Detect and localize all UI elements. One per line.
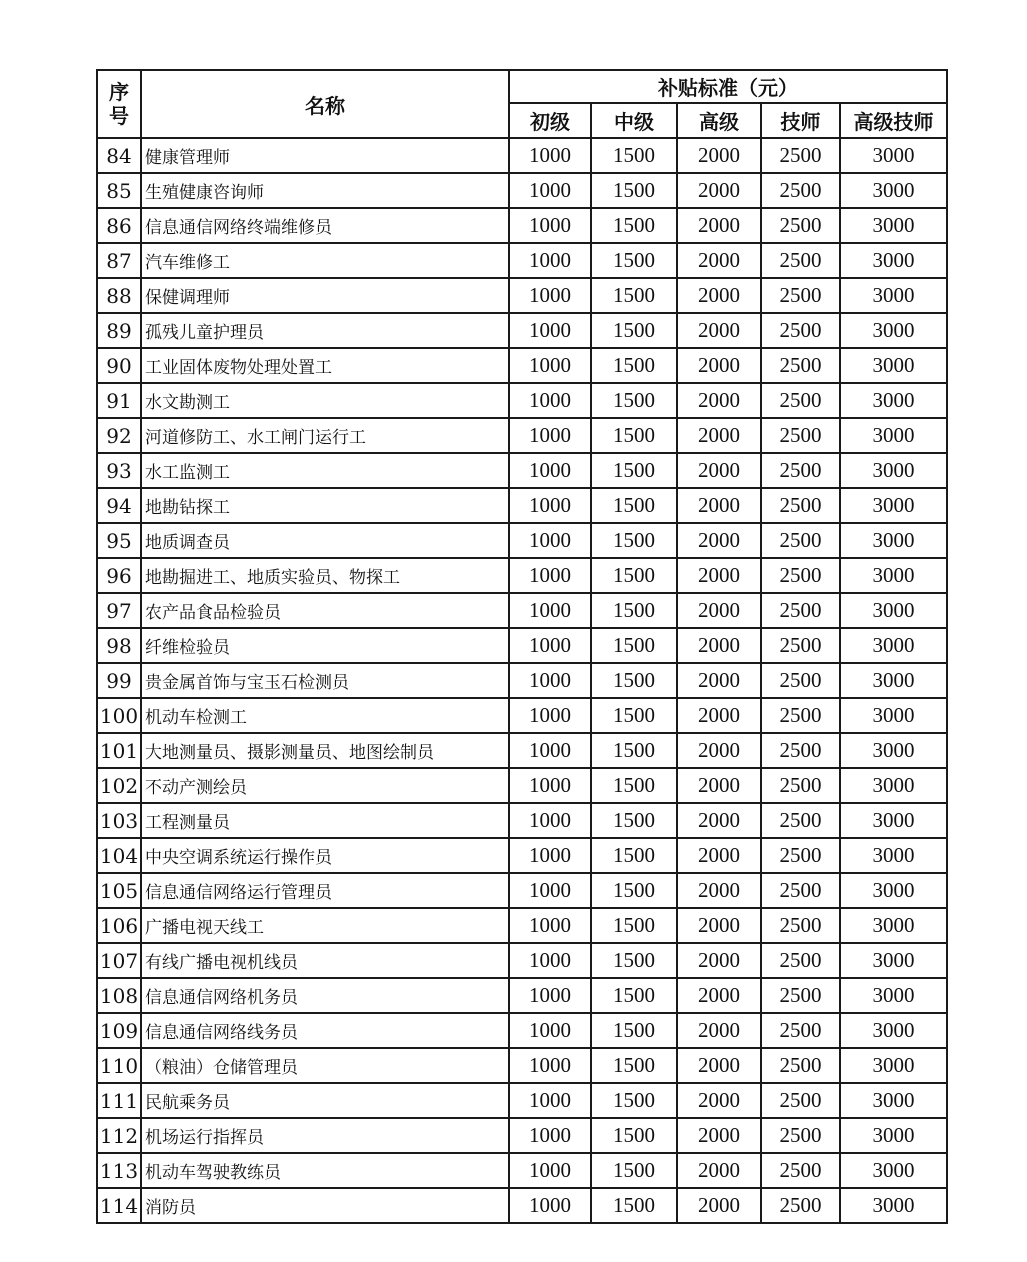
row-subsidy-0: 1000: [509, 768, 591, 803]
row-subsidy-4: 3000: [840, 1083, 947, 1118]
row-subsidy-2: 2000: [677, 348, 761, 383]
table-row: [97, 943, 947, 978]
row-subsidy-0: 1000: [509, 313, 591, 348]
header-level-3: 技师: [761, 103, 840, 138]
row-subsidy-4: 3000: [840, 1013, 947, 1048]
row-subsidy-3: 2500: [761, 698, 840, 733]
table-row: [97, 593, 947, 628]
row-subsidy-0: 1000: [509, 243, 591, 278]
row-seq: 107: [97, 943, 141, 978]
row-subsidy-3: 2500: [761, 663, 840, 698]
row-subsidy-0: 1000: [509, 628, 591, 663]
row-subsidy-4: 3000: [840, 418, 947, 453]
row-subsidy-4: 3000: [840, 383, 947, 418]
table-row: [97, 523, 947, 558]
row-subsidy-4: 3000: [840, 523, 947, 558]
row-subsidy-1: 1500: [591, 348, 677, 383]
row-subsidy-2: 2000: [677, 173, 761, 208]
row-occupation-name: 信息通信网络线务员: [141, 1013, 509, 1048]
row-subsidy-3: 2500: [761, 873, 840, 908]
row-seq: 95: [97, 523, 141, 558]
row-subsidy-1: 1500: [591, 278, 677, 313]
subsidy-table-page: [96, 69, 948, 1224]
row-subsidy-0: 1000: [509, 733, 591, 768]
table-row: [97, 768, 947, 803]
row-subsidy-0: 1000: [509, 348, 591, 383]
header-seq-top: 序: [109, 80, 129, 104]
row-subsidy-1: 1500: [591, 1013, 677, 1048]
row-subsidy-4: 3000: [840, 208, 947, 243]
table-row: [97, 348, 947, 383]
row-subsidy-1: 1500: [591, 908, 677, 943]
row-subsidy-1: 1500: [591, 558, 677, 593]
row-seq: 96: [97, 558, 141, 593]
row-subsidy-4: 3000: [840, 1118, 947, 1153]
row-subsidy-2: 2000: [677, 558, 761, 593]
row-subsidy-1: 1500: [591, 978, 677, 1013]
row-subsidy-1: 1500: [591, 208, 677, 243]
table-row: [97, 978, 947, 1013]
row-subsidy-3: 2500: [761, 453, 840, 488]
row-occupation-name: 民航乘务员: [141, 1083, 509, 1118]
row-subsidy-0: 1000: [509, 418, 591, 453]
row-subsidy-0: 1000: [509, 978, 591, 1013]
row-subsidy-4: 3000: [840, 873, 947, 908]
row-occupation-name: 不动产测绘员: [141, 768, 509, 803]
row-subsidy-4: 3000: [840, 138, 947, 173]
table-row: [97, 243, 947, 278]
table-row: [97, 1153, 947, 1188]
row-seq: 86: [97, 208, 141, 243]
row-subsidy-2: 2000: [677, 1083, 761, 1118]
row-occupation-name: 贵金属首饰与宝玉石检测员: [141, 663, 509, 698]
row-subsidy-3: 2500: [761, 1048, 840, 1083]
table-row: [97, 313, 947, 348]
header-level-0: 初级: [509, 103, 591, 138]
row-subsidy-0: 1000: [509, 1188, 591, 1223]
row-subsidy-1: 1500: [591, 1188, 677, 1223]
header-seq: [97, 70, 141, 138]
row-subsidy-0: 1000: [509, 208, 591, 243]
row-occupation-name: 水工监测工: [141, 453, 509, 488]
row-subsidy-3: 2500: [761, 523, 840, 558]
row-seq: 99: [97, 663, 141, 698]
row-subsidy-1: 1500: [591, 873, 677, 908]
row-subsidy-0: 1000: [509, 943, 591, 978]
row-subsidy-4: 3000: [840, 488, 947, 523]
row-seq: 92: [97, 418, 141, 453]
row-subsidy-2: 2000: [677, 698, 761, 733]
row-subsidy-2: 2000: [677, 418, 761, 453]
row-subsidy-1: 1500: [591, 803, 677, 838]
row-subsidy-1: 1500: [591, 838, 677, 873]
table-row: [97, 173, 947, 208]
row-subsidy-3: 2500: [761, 418, 840, 453]
table-row: [97, 453, 947, 488]
row-seq: 114: [97, 1188, 141, 1223]
row-subsidy-3: 2500: [761, 1188, 840, 1223]
table-row: [97, 558, 947, 593]
table-row: [97, 628, 947, 663]
row-subsidy-2: 2000: [677, 313, 761, 348]
row-subsidy-2: 2000: [677, 663, 761, 698]
row-subsidy-2: 2000: [677, 1118, 761, 1153]
row-seq: 90: [97, 348, 141, 383]
row-subsidy-2: 2000: [677, 908, 761, 943]
row-subsidy-4: 3000: [840, 943, 947, 978]
row-subsidy-0: 1000: [509, 698, 591, 733]
row-subsidy-2: 2000: [677, 383, 761, 418]
row-occupation-name: 纤维检验员: [141, 628, 509, 663]
row-subsidy-1: 1500: [591, 593, 677, 628]
row-subsidy-2: 2000: [677, 768, 761, 803]
header-level-1: 中级: [591, 103, 677, 138]
row-seq: 106: [97, 908, 141, 943]
table-row: [97, 698, 947, 733]
row-subsidy-3: 2500: [761, 208, 840, 243]
table-row: [97, 278, 947, 313]
row-subsidy-1: 1500: [591, 418, 677, 453]
row-subsidy-2: 2000: [677, 488, 761, 523]
row-subsidy-0: 1000: [509, 1083, 591, 1118]
row-subsidy-4: 3000: [840, 978, 947, 1013]
table-row: [97, 838, 947, 873]
row-subsidy-0: 1000: [509, 1048, 591, 1083]
row-subsidy-3: 2500: [761, 138, 840, 173]
row-seq: 100: [97, 698, 141, 733]
row-subsidy-1: 1500: [591, 1153, 677, 1188]
row-subsidy-3: 2500: [761, 558, 840, 593]
row-occupation-name: 地勘掘进工、地质实验员、物探工: [141, 558, 509, 593]
table-row: [97, 873, 947, 908]
row-occupation-name: 农产品食品检验员: [141, 593, 509, 628]
row-subsidy-4: 3000: [840, 1188, 947, 1223]
row-occupation-name: 广播电视天线工: [141, 908, 509, 943]
row-occupation-name: 地质调查员: [141, 523, 509, 558]
row-subsidy-4: 3000: [840, 313, 947, 348]
row-seq: 109: [97, 1013, 141, 1048]
row-seq: 112: [97, 1118, 141, 1153]
row-occupation-name: 消防员: [141, 1188, 509, 1223]
row-seq: 88: [97, 278, 141, 313]
row-subsidy-2: 2000: [677, 978, 761, 1013]
row-subsidy-3: 2500: [761, 243, 840, 278]
row-occupation-name: 信息通信网络运行管理员: [141, 873, 509, 908]
row-subsidy-0: 1000: [509, 173, 591, 208]
row-subsidy-4: 3000: [840, 733, 947, 768]
row-subsidy-2: 2000: [677, 873, 761, 908]
table-row: [97, 383, 947, 418]
row-seq: 98: [97, 628, 141, 663]
row-subsidy-3: 2500: [761, 768, 840, 803]
row-subsidy-4: 3000: [840, 173, 947, 208]
row-subsidy-0: 1000: [509, 488, 591, 523]
row-subsidy-1: 1500: [591, 768, 677, 803]
row-subsidy-2: 2000: [677, 593, 761, 628]
row-subsidy-1: 1500: [591, 943, 677, 978]
row-subsidy-4: 3000: [840, 698, 947, 733]
row-subsidy-0: 1000: [509, 558, 591, 593]
row-subsidy-2: 2000: [677, 733, 761, 768]
row-occupation-name: 大地测量员、摄影测量员、地图绘制员: [141, 733, 509, 768]
row-subsidy-3: 2500: [761, 1153, 840, 1188]
row-seq: 84: [97, 138, 141, 173]
table-row: [97, 138, 947, 173]
row-subsidy-2: 2000: [677, 278, 761, 313]
row-subsidy-3: 2500: [761, 173, 840, 208]
table-row: [97, 1013, 947, 1048]
header-name: 名称: [141, 70, 509, 138]
row-subsidy-3: 2500: [761, 943, 840, 978]
row-subsidy-3: 2500: [761, 978, 840, 1013]
row-seq: 93: [97, 453, 141, 488]
row-seq: 85: [97, 173, 141, 208]
table-row: [97, 1188, 947, 1223]
table-row: [97, 1048, 947, 1083]
table-row: [97, 908, 947, 943]
row-subsidy-0: 1000: [509, 523, 591, 558]
row-subsidy-3: 2500: [761, 278, 840, 313]
row-occupation-name: 生殖健康咨询师: [141, 173, 509, 208]
row-subsidy-3: 2500: [761, 1083, 840, 1118]
table-row: [97, 1083, 947, 1118]
row-subsidy-1: 1500: [591, 628, 677, 663]
row-subsidy-1: 1500: [591, 488, 677, 523]
row-seq: 102: [97, 768, 141, 803]
subsidy-table: [96, 69, 948, 1224]
row-seq: 108: [97, 978, 141, 1013]
row-subsidy-4: 3000: [840, 278, 947, 313]
row-seq: 104: [97, 838, 141, 873]
table-body: [97, 138, 947, 1223]
row-occupation-name: 地勘钻探工: [141, 488, 509, 523]
row-subsidy-2: 2000: [677, 453, 761, 488]
row-subsidy-1: 1500: [591, 733, 677, 768]
row-seq: 111: [97, 1083, 141, 1118]
row-subsidy-4: 3000: [840, 348, 947, 383]
row-subsidy-1: 1500: [591, 1048, 677, 1083]
row-subsidy-3: 2500: [761, 838, 840, 873]
row-seq: 87: [97, 243, 141, 278]
row-subsidy-0: 1000: [509, 873, 591, 908]
row-occupation-name: 信息通信网络终端维修员: [141, 208, 509, 243]
row-subsidy-3: 2500: [761, 1118, 840, 1153]
row-subsidy-4: 3000: [840, 243, 947, 278]
row-subsidy-0: 1000: [509, 383, 591, 418]
row-subsidy-2: 2000: [677, 523, 761, 558]
row-seq: 110: [97, 1048, 141, 1083]
row-occupation-name: 工程测量员: [141, 803, 509, 838]
row-subsidy-3: 2500: [761, 628, 840, 663]
table-row: [97, 733, 947, 768]
table-row: [97, 803, 947, 838]
row-occupation-name: 机场运行指挥员: [141, 1118, 509, 1153]
row-subsidy-4: 3000: [840, 803, 947, 838]
row-subsidy-1: 1500: [591, 698, 677, 733]
row-subsidy-0: 1000: [509, 453, 591, 488]
row-occupation-name: （粮油）仓储管理员: [141, 1048, 509, 1083]
row-subsidy-1: 1500: [591, 138, 677, 173]
row-seq: 89: [97, 313, 141, 348]
row-subsidy-3: 2500: [761, 803, 840, 838]
row-subsidy-0: 1000: [509, 138, 591, 173]
row-subsidy-2: 2000: [677, 208, 761, 243]
row-subsidy-3: 2500: [761, 348, 840, 383]
row-subsidy-3: 2500: [761, 733, 840, 768]
row-occupation-name: 机动车检测工: [141, 698, 509, 733]
row-subsidy-1: 1500: [591, 663, 677, 698]
row-occupation-name: 汽车维修工: [141, 243, 509, 278]
row-subsidy-4: 3000: [840, 1153, 947, 1188]
row-subsidy-2: 2000: [677, 838, 761, 873]
row-subsidy-0: 1000: [509, 593, 591, 628]
row-subsidy-0: 1000: [509, 803, 591, 838]
row-subsidy-0: 1000: [509, 1013, 591, 1048]
row-subsidy-4: 3000: [840, 628, 947, 663]
row-subsidy-2: 2000: [677, 943, 761, 978]
header-level-2: 高级: [677, 103, 761, 138]
row-seq: 97: [97, 593, 141, 628]
row-occupation-name: 机动车驾驶教练员: [141, 1153, 509, 1188]
row-occupation-name: 有线广播电视机线员: [141, 943, 509, 978]
row-subsidy-4: 3000: [840, 593, 947, 628]
row-subsidy-1: 1500: [591, 453, 677, 488]
row-subsidy-2: 2000: [677, 628, 761, 663]
row-subsidy-2: 2000: [677, 1153, 761, 1188]
row-subsidy-2: 2000: [677, 243, 761, 278]
table-header: [97, 70, 947, 138]
row-subsidy-1: 1500: [591, 313, 677, 348]
row-occupation-name: 保健调理师: [141, 278, 509, 313]
table-row: [97, 663, 947, 698]
row-subsidy-2: 2000: [677, 1013, 761, 1048]
row-subsidy-3: 2500: [761, 908, 840, 943]
row-subsidy-1: 1500: [591, 383, 677, 418]
header-subsidy-standard: 补贴标准（元）: [509, 70, 947, 103]
row-subsidy-2: 2000: [677, 138, 761, 173]
row-occupation-name: 工业固体废物处理处置工: [141, 348, 509, 383]
row-seq: 91: [97, 383, 141, 418]
row-subsidy-2: 2000: [677, 803, 761, 838]
row-subsidy-3: 2500: [761, 313, 840, 348]
row-subsidy-4: 3000: [840, 558, 947, 593]
row-occupation-name: 水文勘测工: [141, 383, 509, 418]
row-subsidy-2: 2000: [677, 1188, 761, 1223]
row-subsidy-0: 1000: [509, 1153, 591, 1188]
table-row: [97, 488, 947, 523]
row-subsidy-4: 3000: [840, 838, 947, 873]
row-seq: 94: [97, 488, 141, 523]
row-occupation-name: 信息通信网络机务员: [141, 978, 509, 1013]
row-subsidy-0: 1000: [509, 1118, 591, 1153]
row-subsidy-3: 2500: [761, 383, 840, 418]
header-level-4: 高级技师: [840, 103, 947, 138]
row-subsidy-0: 1000: [509, 908, 591, 943]
row-seq: 113: [97, 1153, 141, 1188]
table-row: [97, 208, 947, 243]
row-subsidy-1: 1500: [591, 173, 677, 208]
row-subsidy-3: 2500: [761, 593, 840, 628]
row-occupation-name: 健康管理师: [141, 138, 509, 173]
row-subsidy-1: 1500: [591, 1118, 677, 1153]
row-occupation-name: 河道修防工、水工闸门运行工: [141, 418, 509, 453]
row-subsidy-0: 1000: [509, 663, 591, 698]
row-seq: 101: [97, 733, 141, 768]
row-subsidy-4: 3000: [840, 908, 947, 943]
row-subsidy-4: 3000: [840, 1048, 947, 1083]
row-subsidy-4: 3000: [840, 768, 947, 803]
row-subsidy-0: 1000: [509, 278, 591, 313]
table-row: [97, 1118, 947, 1153]
row-subsidy-1: 1500: [591, 1083, 677, 1118]
row-occupation-name: 孤残儿童护理员: [141, 313, 509, 348]
row-occupation-name: 中央空调系统运行操作员: [141, 838, 509, 873]
row-seq: 103: [97, 803, 141, 838]
row-subsidy-4: 3000: [840, 663, 947, 698]
row-subsidy-1: 1500: [591, 243, 677, 278]
header-seq-bottom: 号: [109, 104, 129, 128]
row-seq: 105: [97, 873, 141, 908]
row-subsidy-3: 2500: [761, 488, 840, 523]
row-subsidy-2: 2000: [677, 1048, 761, 1083]
row-subsidy-1: 1500: [591, 523, 677, 558]
row-subsidy-3: 2500: [761, 1013, 840, 1048]
table-row: [97, 418, 947, 453]
row-subsidy-0: 1000: [509, 838, 591, 873]
row-subsidy-4: 3000: [840, 453, 947, 488]
